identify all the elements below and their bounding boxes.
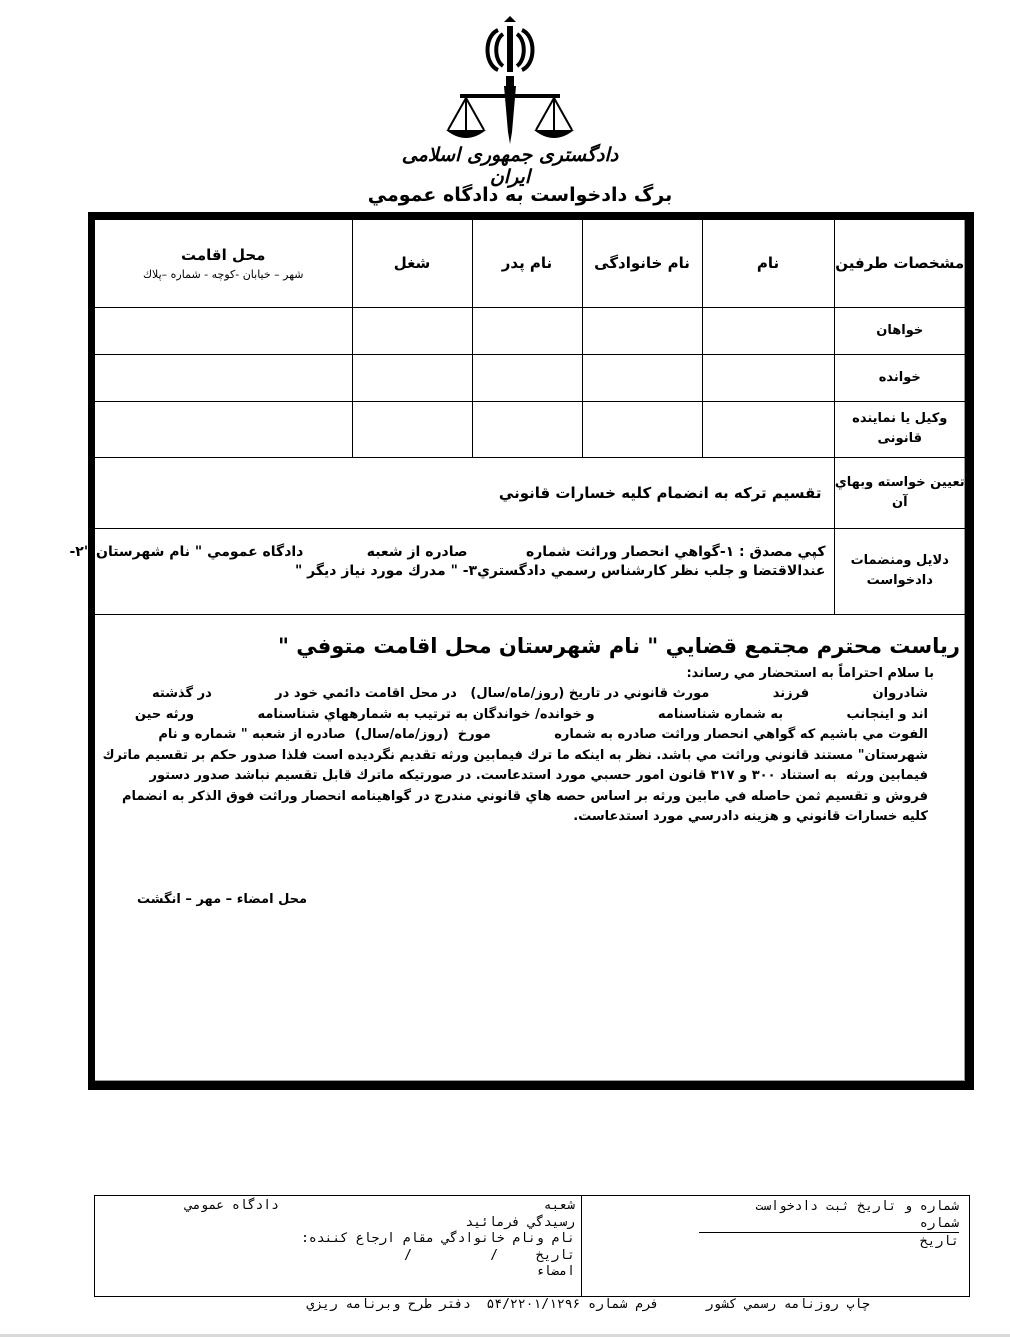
- attorney-first-name-field[interactable]: [702, 401, 834, 457]
- referral-date-row[interactable]: [101, 1248, 575, 1265]
- column-header-last-name: نام خانوادگی: [582, 220, 702, 307]
- row-label-request: تعيين خواسته وبهاي آن: [834, 457, 965, 528]
- column-header-father-name: نام پدر: [472, 220, 582, 307]
- letter-line: شادروان فرزند مورث قانوني در تاريخ (روز/ماه/سال) در محل اقامت دائمي خود در در گذشته: [152, 686, 928, 701]
- date-separators: / /: [404, 1247, 499, 1263]
- petition-frame: [69, 212, 974, 1090]
- footer-office: دفتر طرح وبرنامه ريزي: [306, 1297, 471, 1312]
- referral-signature-label[interactable]: امضاء: [535, 1264, 575, 1279]
- emblem-caption: دادگستری جمهوری اسلامی ایران: [401, 144, 619, 188]
- registration-title: شماره و تاريخ ثبت دادخواست: [755, 1199, 959, 1214]
- row-label-attorney: وكيل يا نماينده قانونی: [834, 401, 965, 457]
- column-header-party-details: مشخصات طرفين: [834, 220, 965, 307]
- registration-number-label: شماره: [699, 1215, 959, 1233]
- request-text[interactable]: تقسيم تركه به انضمام كليه خسارات قانوني: [95, 457, 834, 528]
- letter-heading: رياست محترم مجتمع قضايي " نام شهرستان محل اقامت متوفي ": [278, 634, 960, 658]
- row-label-documents: دلايل ومنضمات دادخواست: [834, 528, 965, 614]
- petition-frame-inner: [69, 220, 965, 1081]
- footer-printer: چاپ روزنامه رسمي كشور: [705, 1297, 870, 1312]
- letter-greeting: با سلام احتراماً به استحضار مي رساند:: [686, 666, 934, 681]
- registration-date-label[interactable]: تاريخ: [919, 1234, 959, 1249]
- column-header-residence: [95, 220, 352, 307]
- letter-line: اند و اينجانب به شماره شناسنامه و خوانده/ خواندگان به ترتيب به شمارههاي شناسنامه ورثه حين: [134, 706, 928, 722]
- court-label: دادگاه عمومي: [185, 1198, 279, 1213]
- defendant-residence-field[interactable]: [95, 354, 352, 401]
- residence-label: محل اقامت: [181, 245, 266, 264]
- column-header-occupation: شغل: [352, 220, 472, 307]
- plaintiff-occupation-field[interactable]: [352, 307, 472, 354]
- documents-text[interactable]: [69, 528, 834, 614]
- attorney-occupation-field[interactable]: [352, 401, 472, 457]
- branch-label[interactable]: شعبه: [543, 1198, 575, 1213]
- plaintiff-residence-field[interactable]: [95, 307, 352, 354]
- attorney-residence-field[interactable]: [95, 401, 352, 457]
- table-row-documents: [95, 528, 965, 614]
- form-footer: [190, 1297, 870, 1312]
- letter-line: الفوت مي باشيم كه گواهي انحصار وراثت صادره به شماره مورخ (روز/ماه/سال) صادره از شعبه " شماره و نام: [158, 727, 928, 742]
- footer-form-number: فرم شماره ۵۴/۲۲۰۱/۱۲۹۶: [486, 1297, 659, 1312]
- registration-referral-box: [94, 1195, 970, 1297]
- form-title: برگ دادخواست به دادگاه عمومي: [367, 184, 673, 206]
- plaintiff-father-name-field[interactable]: [472, 307, 582, 354]
- referrer-name-label[interactable]: نام ونام خانوادگي مقام ارجاع كننده:: [301, 1231, 575, 1246]
- column-header-first-name: نام: [702, 220, 834, 307]
- documents-line: عندالاقتضا و جلب نظر كارشناس رسمي دادگستري۳- " مدرك مورد نياز ديگر ": [294, 562, 826, 579]
- referral-section: [95, 1196, 581, 1296]
- letter-line: كليه خسارات قانوني و هزينه دادرسي مورد استدعاست.: [573, 809, 928, 824]
- parties-header-row: [95, 220, 965, 307]
- defendant-first-name-field[interactable]: [702, 354, 834, 401]
- row-label-defendant: خوانده: [834, 354, 965, 401]
- table-row-attorney: [95, 401, 965, 457]
- letter-body[interactable]: [102, 684, 928, 828]
- registration-section: [581, 1196, 969, 1296]
- attorney-last-name-field[interactable]: [582, 401, 702, 457]
- signature-place-label: محل امضاء – مهر – انگشت: [137, 892, 308, 907]
- defendant-father-name-field[interactable]: [472, 354, 582, 401]
- residence-sublabel: شهر – خيابان -كوچه - شماره –پلاك: [142, 267, 304, 281]
- referral-date-label: تاريخ: [535, 1247, 575, 1263]
- defendant-occupation-field[interactable]: [352, 354, 472, 401]
- referral-instruction: رسيدگي فرمائيد: [465, 1214, 575, 1230]
- parties-table: [69, 220, 965, 615]
- table-row-defendant: [95, 354, 965, 401]
- letter-line: فروش و تقسيم ثمن حاصله في مابين ورثه بر اساس حصه هاي قانوني مندرج در گواهينامه انحصار وراثت فوق الذكر به انضمام: [121, 788, 928, 804]
- plaintiff-last-name-field[interactable]: [582, 307, 702, 354]
- registration-number-row[interactable]: [592, 1215, 959, 1233]
- attorney-father-name-field[interactable]: [472, 401, 582, 457]
- documents-line: كپي مصدق : ۱-گواهي انحصار وراثت شماره صادره از شعبه دادگاه عمومي " نام شهرستان "۲-: [69, 543, 826, 560]
- table-row-plaintiff: [95, 307, 965, 354]
- letter-line: شهرستان" مستند قانوني وراثت مي باشد. نظر به اينكه ما ترك فيمابين ورثه تقديم نگرديده است فلذا صدور حكم بر تقسيم ماترك: [102, 747, 928, 763]
- plaintiff-first-name-field[interactable]: [702, 307, 834, 354]
- row-label-plaintiff: خواهان: [834, 307, 965, 354]
- defendant-last-name-field[interactable]: [582, 354, 702, 401]
- table-row-request: [95, 457, 965, 528]
- letter-line: فيمابين ورثه به استناد ۳۰۰ و ۳۱۷ قانون امور حسبي مورد استدعاست. در صورتيكه ماترك قابل تقسيم نباشد صدور دستور: [149, 768, 928, 783]
- judiciary-emblem-logo: [440, 12, 580, 147]
